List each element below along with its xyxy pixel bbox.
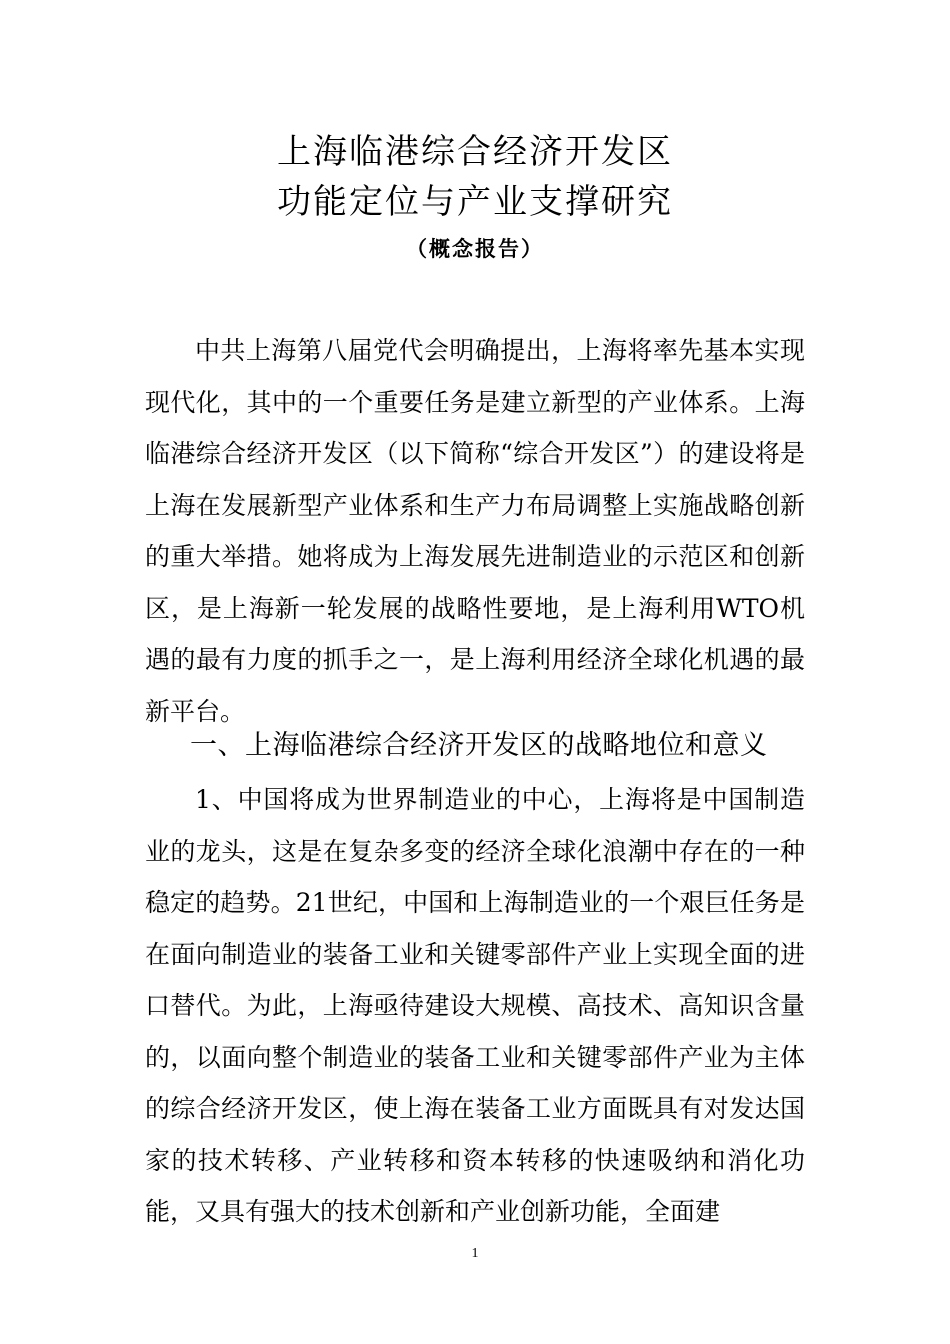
intro-paragraph: 中共上海第八届党代会明确提出，上海将率先基本实现现代化，其中的一个重要任务是建立新型的产业体系。上海临港综合经济开发区（以下简称“综合开发区”）的建设将是上海在发展新型产业体系和生产力布局调整上实施战略创新的重大举措。她将成为上海发展先进制造业的示范区和创新区，是上海新一轮发展的战略性要地，是上海利用WTO机遇的最有力度的抓手之一，是上海利用经济全球化机遇的最新平台。 — [145, 336, 805, 726]
document-title-line-2: 功能定位与产业支撑研究 — [277, 182, 673, 222]
page-number: 1 — [471, 1246, 479, 1261]
document-subtitle: （概念报告） — [406, 237, 544, 261]
section-heading: 一、上海临港综合经济开发区的战略地位和意义 — [190, 730, 768, 761]
section-paragraph: 1、中国将成为世界制造业的中心，上海将是中国制造业的龙头，这是在复杂多变的经济全球化浪潮中存在的一种稳定的趋势。21世纪，中国和上海制造业的一个艰巨任务是在面向制造业的装备工业和关键零部件产业上实现全面的进口替代。为此，上海亟待建设大规模、高技术、高知识含量的，以面向整个制造业的装备工业和关键零部件产业为主体的综合经济开发区，使上海在装备工业方面既具有对发达国家的技术转移、产业转移和资本转移的快速吸纳和消化功能，又具有强大的技术创新和产业创新功能，全面建 — [145, 785, 805, 1226]
document-title-line-1: 上海临港综合经济开发区 — [277, 132, 673, 172]
